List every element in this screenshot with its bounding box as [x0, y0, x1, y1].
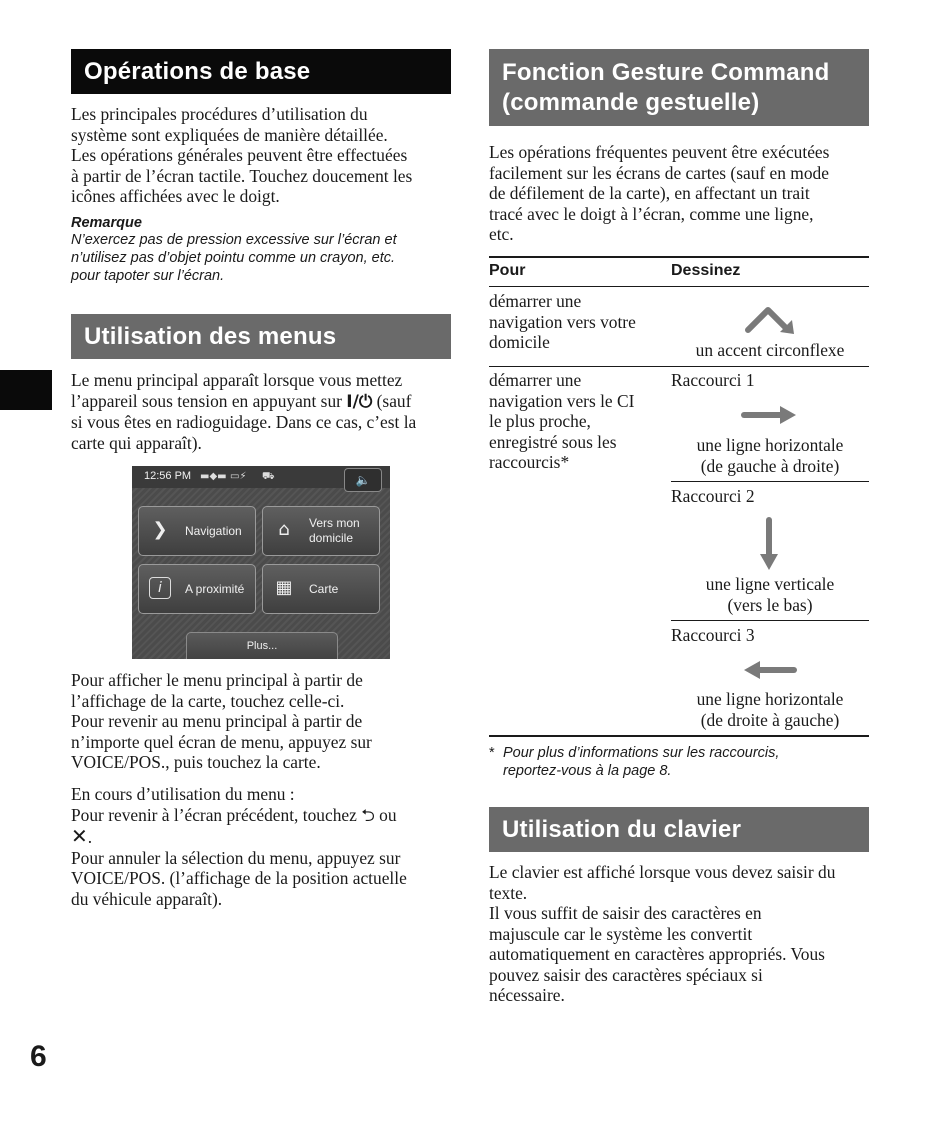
clock-time: 12:56 PM	[144, 470, 192, 482]
heading-operations-de-base: Opérations de base	[71, 49, 451, 94]
heading-utilisation-des-menus: Utilisation des menus	[71, 314, 451, 359]
menu-paragraph-1: Le menu principal apparaît lorsque vous mettez l’appareil sous tension en appuyant sur I/⏻ (sauf si vous êtes en radioguidage. Dans ce cas, c’est la carte qui apparaît).	[71, 370, 417, 453]
satellite-icon: ▬◆▬	[200, 471, 227, 482]
table-rule-row1	[489, 366, 869, 367]
heading-utilisation-du-clavier: Utilisation du clavier	[489, 807, 869, 852]
table-rule-shortcut2	[671, 620, 869, 621]
shortcut-1-label: Raccourci 1	[671, 370, 755, 390]
table-row-2-action: démarrer une navigation vers le CI le plus proche, enregistré sous les raccourcis*	[489, 370, 635, 472]
section-tab-marker	[0, 370, 52, 410]
table-rule-shortcut1	[671, 481, 869, 482]
info-icon: i	[149, 577, 171, 599]
more-button: Plus...	[186, 632, 338, 659]
keyboard-paragraph: Le clavier est affiché lorsque vous devez saisir du texte. Il vous suffit de saisir des caractères en majuscule car le système les convertit automatiquement en caractères appropriés. Vous pouvez saisir des caractères spéciaux si nécessaire.	[489, 862, 836, 1005]
shortcut-2-gesture: une ligne verticale (vers le bas)	[705, 574, 835, 615]
table-rule-top	[489, 256, 869, 258]
table-rule-bottom	[489, 735, 869, 737]
back-arrow-icon: ⮌	[361, 805, 375, 826]
arrow-right-gesture-icon	[740, 404, 800, 426]
chevron-right-icon: ❯	[152, 519, 168, 540]
table-header-pour: Pour	[489, 262, 526, 279]
page-number: 6	[30, 1040, 47, 1073]
note-block	[71, 215, 456, 285]
shortcut-3-label: Raccourci 3	[671, 625, 755, 645]
shortcut-1-gesture: une ligne horizontale (de gauche à droite)	[696, 435, 844, 476]
home-button: ⌂ Vers mon domicile	[262, 506, 380, 556]
note-text: N’exercez pas de pression excessive sur l’écran et n’utilisez pas d’objet pointu comme un crayon, etc. pour tapoter sur l’écran.	[71, 232, 397, 284]
navigation-button: ❯ Navigation	[138, 506, 256, 556]
table-rule-header	[489, 286, 869, 287]
intro-paragraph: Les principales procédures d’utilisation du système sont expliquées de manière détaillée. Les opérations générales peuvent être effectuées à partir de l’écran tactile. Touchez doucement les icônes affichées avec le doigt.	[71, 104, 413, 206]
shortcut-2-label: Raccourci 2	[671, 486, 755, 506]
close-icon: ✕	[71, 824, 88, 848]
arrow-left-gesture-icon	[740, 659, 800, 681]
power-icon: I/⏻	[346, 391, 373, 412]
shortcut-3-gesture: une ligne horizontale (de droite à gauche)	[696, 689, 844, 730]
heading-gesture-command: Fonction Gesture Command (commande gestuelle)	[489, 49, 869, 126]
circumflex-gesture-icon	[740, 300, 800, 336]
map-button: ▦ Carte	[262, 564, 380, 614]
volume-icon: 🔈	[344, 468, 382, 492]
grid-icon: ▦	[275, 577, 293, 598]
table-header-dessinez: Dessinez	[671, 262, 741, 279]
table-row-1-action: démarrer une navigation vers votre domicile	[489, 291, 636, 352]
car-icon: ⛟	[262, 471, 275, 482]
battery-icon: ▭⚡	[230, 471, 247, 482]
arrow-down-gesture-icon	[757, 516, 781, 572]
gesture-intro: Les opérations fréquentes peuvent être exécutées facilement sur les écrans de cartes (sauf en mode de défilement de la carte), en affectant un trait tracé avec le doigt à l’écran, comme une ligne, etc.	[489, 142, 830, 244]
main-menu-screenshot	[132, 466, 390, 659]
house-icon: ⌂	[278, 519, 290, 540]
nearby-button: i A proximité	[138, 564, 256, 614]
menu-paragraph-3: En cours d’utilisation du menu : Pour revenir à l’écran précédent, touchez ⮌ ou ✕. Pour annuler la sélection du menu, appuyez sur VOICE/POS. (l’affichage de la position actuelle du véhicule apparaît).	[71, 784, 407, 909]
table-row-1-gesture: un accent circonflexe	[695, 340, 845, 360]
menu-paragraph-2: Pour afficher le menu principal à partir de l’affichage de la carte, touchez celle-ci. Pour revenir au menu principal à partir de n’importe quel écran de menu, appuyez sur VOICE/POS., puis touchez la carte.	[71, 670, 372, 772]
note-title: Remarque	[71, 215, 142, 231]
